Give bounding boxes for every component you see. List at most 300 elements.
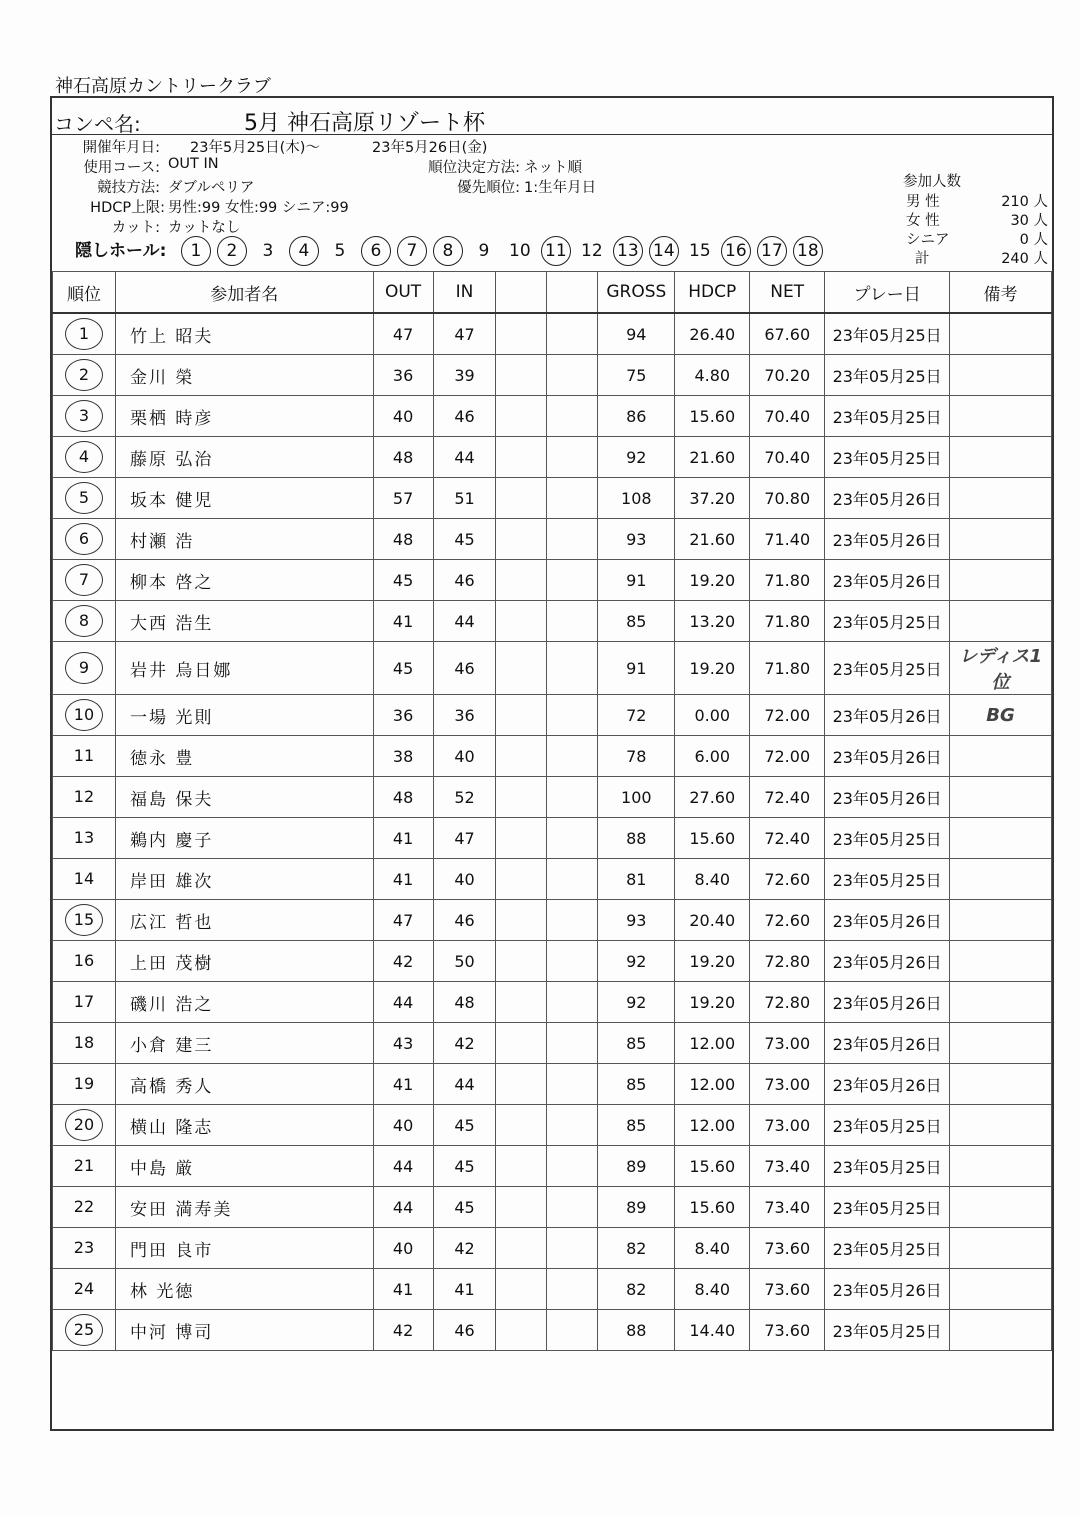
method-value: ダブルペリア	[168, 180, 255, 196]
out-cell: 41	[373, 1064, 433, 1105]
remarks-cell: レディス1位	[950, 642, 1052, 695]
table-row	[53, 1187, 1052, 1228]
in-cell: 45	[433, 1105, 496, 1146]
blank-cell	[547, 736, 598, 777]
out-cell: 43	[373, 1023, 433, 1064]
col-in: IN	[433, 272, 496, 314]
play-date-cell: 23年05月26日	[825, 1269, 950, 1310]
out-cell: 44	[373, 982, 433, 1023]
remarks-cell	[950, 560, 1052, 601]
rank-number: 10	[67, 702, 101, 728]
hole-12: 12	[581, 241, 603, 261]
in-cell: 40	[433, 859, 496, 900]
play-date-cell: 23年05月25日	[825, 1310, 950, 1351]
hdcp-cell: 19.20	[675, 560, 750, 601]
in-cell: 40	[433, 736, 496, 777]
play-date-cell: 23年05月25日	[825, 437, 950, 478]
gross-cell: 72	[598, 695, 675, 736]
competition-name: 5月 神石高原リゾート杯	[244, 111, 485, 136]
table-row	[53, 900, 1052, 941]
hdcp-label: HDCP上限:	[90, 200, 165, 216]
remarks-cell	[950, 1146, 1052, 1187]
out-cell: 41	[373, 1269, 433, 1310]
table-row	[53, 736, 1052, 777]
blank-cell	[547, 1269, 598, 1310]
hole-1: 1	[178, 241, 214, 261]
play-date-cell: 23年05月26日	[825, 1023, 950, 1064]
hdcp-cell: 19.20	[675, 642, 750, 695]
net-cell: 73.40	[750, 1187, 825, 1228]
rank-number: 3	[67, 403, 101, 429]
blank-cell	[496, 1187, 547, 1228]
in-cell: 46	[433, 642, 496, 695]
blank-cell	[547, 941, 598, 982]
gross-cell: 85	[598, 1105, 675, 1146]
out-cell: 41	[373, 859, 433, 900]
table-row	[53, 777, 1052, 818]
name-cell: 金川 榮	[115, 355, 373, 396]
in-cell: 52	[433, 777, 496, 818]
rank-number: 9	[67, 655, 101, 681]
net-cell: 71.80	[750, 560, 825, 601]
blank-cell	[496, 601, 547, 642]
out-cell: 47	[373, 313, 433, 355]
out-cell: 36	[373, 355, 433, 396]
rank-cell	[53, 519, 116, 560]
play-date-cell: 23年05月26日	[825, 695, 950, 736]
gross-cell: 88	[598, 1310, 675, 1351]
remarks-cell	[950, 519, 1052, 560]
table-row	[53, 982, 1052, 1023]
out-cell: 48	[373, 519, 433, 560]
blank-cell	[547, 1023, 598, 1064]
female-label: 女 性	[906, 213, 940, 229]
hidden-holes-label: 隠しホール:	[75, 241, 167, 261]
blank-cell	[547, 818, 598, 859]
name-cell: 高橋 秀人	[115, 1064, 373, 1105]
out-cell: 57	[373, 478, 433, 519]
gross-cell: 85	[598, 1023, 675, 1064]
name-cell: 横山 隆志	[115, 1105, 373, 1146]
hole-3: 3	[262, 241, 274, 261]
play-date-cell: 23年05月26日	[825, 478, 950, 519]
senior-count: 0 人	[1019, 232, 1048, 248]
course-value: OUT IN	[168, 156, 219, 172]
blank-cell	[496, 982, 547, 1023]
net-cell: 70.20	[750, 355, 825, 396]
hole-8: 8	[430, 241, 466, 261]
rank-cell	[53, 478, 116, 519]
table-header-row	[53, 272, 1052, 314]
blank-cell	[547, 1146, 598, 1187]
name-cell: 中島 厳	[115, 1146, 373, 1187]
priority-label: 優先順位:	[457, 180, 520, 196]
in-cell: 48	[433, 982, 496, 1023]
play-date-cell: 23年05月25日	[825, 1105, 950, 1146]
col-remarks: 備考	[950, 272, 1052, 314]
name-cell: 柳本 啓之	[115, 560, 373, 601]
out-cell: 42	[373, 1310, 433, 1351]
in-cell: 46	[433, 900, 496, 941]
blank-cell	[547, 355, 598, 396]
rank-number: 14	[73, 869, 95, 888]
col-play-date: プレー日	[825, 272, 950, 314]
hdcp-cell: 27.60	[675, 777, 750, 818]
hdcp-cell: 21.60	[675, 437, 750, 478]
rank-cell	[53, 900, 116, 941]
out-cell: 45	[373, 642, 433, 695]
table-row	[53, 642, 1052, 695]
net-cell: 71.80	[750, 642, 825, 695]
name-cell: 小倉 建三	[115, 1023, 373, 1064]
blank-cell	[496, 736, 547, 777]
remarks-cell	[950, 1023, 1052, 1064]
play-date-cell: 23年05月25日	[825, 313, 950, 355]
table-row	[53, 818, 1052, 859]
hdcp-cell: 15.60	[675, 1187, 750, 1228]
play-date-cell: 23年05月25日	[825, 355, 950, 396]
blank-cell	[496, 900, 547, 941]
remarks-cell	[950, 1228, 1052, 1269]
in-cell: 45	[433, 1146, 496, 1187]
out-cell: 36	[373, 695, 433, 736]
rank-cell	[53, 1228, 116, 1269]
gross-cell: 108	[598, 478, 675, 519]
out-cell: 47	[373, 900, 433, 941]
net-cell: 73.60	[750, 1310, 825, 1351]
name-cell: 竹上 昭夫	[115, 313, 373, 355]
name-cell: 安田 満寿美	[115, 1187, 373, 1228]
net-cell: 72.00	[750, 736, 825, 777]
hdcp-cell: 19.20	[675, 941, 750, 982]
table-row	[53, 1146, 1052, 1187]
name-cell: 坂本 健児	[115, 478, 373, 519]
blank-cell	[496, 642, 547, 695]
name-cell: 岸田 雄次	[115, 859, 373, 900]
rank-cell	[53, 560, 116, 601]
rank-cell	[53, 1269, 116, 1310]
table-row	[53, 1228, 1052, 1269]
hidden-holes-list	[178, 241, 826, 261]
blank-cell	[547, 1228, 598, 1269]
net-cell: 70.40	[750, 437, 825, 478]
competition-label: コンペ名:	[54, 112, 141, 136]
net-cell: 72.60	[750, 900, 825, 941]
gross-cell: 85	[598, 1064, 675, 1105]
play-date-cell: 23年05月26日	[825, 900, 950, 941]
gross-cell: 100	[598, 777, 675, 818]
play-date-cell: 23年05月26日	[825, 1064, 950, 1105]
hole-15: 15	[689, 241, 711, 261]
gross-cell: 91	[598, 560, 675, 601]
table-row	[53, 437, 1052, 478]
blank-cell	[547, 1064, 598, 1105]
gross-cell: 78	[598, 736, 675, 777]
blank-cell	[496, 396, 547, 437]
rank-cell	[53, 642, 116, 695]
in-cell: 45	[433, 519, 496, 560]
out-cell: 40	[373, 396, 433, 437]
table-row	[53, 1064, 1052, 1105]
hole-14: 14	[646, 241, 682, 261]
blank-cell	[547, 1105, 598, 1146]
table-row	[53, 941, 1052, 982]
play-date-cell: 23年05月25日	[825, 601, 950, 642]
blank-cell	[496, 437, 547, 478]
remarks-cell	[950, 736, 1052, 777]
rank-cell	[53, 1105, 116, 1146]
hdcp-cell: 6.00	[675, 736, 750, 777]
name-cell: 大西 浩生	[115, 601, 373, 642]
blank-cell	[496, 1064, 547, 1105]
rank-cell	[53, 982, 116, 1023]
out-cell: 44	[373, 1187, 433, 1228]
blank-cell	[496, 560, 547, 601]
in-cell: 44	[433, 1064, 496, 1105]
hole-18: 18	[790, 241, 826, 261]
out-cell: 40	[373, 1228, 433, 1269]
rank-number: 7	[67, 567, 101, 593]
name-cell: 門田 良市	[115, 1228, 373, 1269]
gross-cell: 81	[598, 859, 675, 900]
gross-cell: 85	[598, 601, 675, 642]
net-cell: 73.60	[750, 1269, 825, 1310]
table-row	[53, 355, 1052, 396]
remarks-cell	[950, 437, 1052, 478]
remarks-cell	[950, 1105, 1052, 1146]
blank-cell	[547, 313, 598, 355]
blank-cell	[496, 695, 547, 736]
out-cell: 38	[373, 736, 433, 777]
name-cell: 藤原 弘治	[115, 437, 373, 478]
name-cell: 中河 博司	[115, 1310, 373, 1351]
hdcp-cell: 0.00	[675, 695, 750, 736]
blank-cell	[496, 941, 547, 982]
remarks-cell	[950, 859, 1052, 900]
rank-number: 5	[67, 485, 101, 511]
hole-4: 4	[286, 241, 322, 261]
out-cell: 40	[373, 1105, 433, 1146]
gross-cell: 82	[598, 1269, 675, 1310]
rank-cell	[53, 1064, 116, 1105]
in-cell: 51	[433, 478, 496, 519]
hole-9: 9	[478, 241, 490, 261]
hdcp-cell: 12.00	[675, 1023, 750, 1064]
net-cell: 70.40	[750, 396, 825, 437]
col-out: OUT	[373, 272, 433, 314]
gross-cell: 92	[598, 941, 675, 982]
hole-10: 10	[509, 241, 531, 261]
rank-cell	[53, 1187, 116, 1228]
hdcp-cell: 26.40	[675, 313, 750, 355]
col-name: 参加者名	[115, 272, 373, 314]
hole-6: 6	[358, 241, 394, 261]
net-cell: 73.40	[750, 1146, 825, 1187]
blank-cell	[496, 1269, 547, 1310]
play-date-cell: 23年05月25日	[825, 1228, 950, 1269]
rank-cell	[53, 695, 116, 736]
remarks-cell	[950, 478, 1052, 519]
blank-cell	[547, 900, 598, 941]
gross-cell: 94	[598, 313, 675, 355]
rank-number: 8	[67, 608, 101, 634]
competition-row	[52, 106, 1052, 135]
blank-cell	[547, 695, 598, 736]
in-cell: 41	[433, 1269, 496, 1310]
hdcp-cell: 4.80	[675, 355, 750, 396]
hdcp-cell: 12.00	[675, 1064, 750, 1105]
play-date-cell: 23年05月26日	[825, 982, 950, 1023]
rank-cell	[53, 777, 116, 818]
net-cell: 73.00	[750, 1064, 825, 1105]
table-row	[53, 1269, 1052, 1310]
blank-cell	[496, 859, 547, 900]
net-cell: 72.00	[750, 695, 825, 736]
blank-cell	[547, 1187, 598, 1228]
rank-number: 2	[67, 362, 101, 388]
net-cell: 72.60	[750, 859, 825, 900]
table-row	[53, 396, 1052, 437]
hdcp-cell: 37.20	[675, 478, 750, 519]
blank-cell	[547, 478, 598, 519]
method-label: 競技方法:	[97, 180, 160, 196]
in-cell: 50	[433, 941, 496, 982]
hdcp-cell: 8.40	[675, 1228, 750, 1269]
results-table	[52, 271, 1052, 1351]
hole-5: 5	[334, 241, 346, 261]
rank-cell	[53, 355, 116, 396]
table-row	[53, 478, 1052, 519]
blank-cell	[547, 642, 598, 695]
hdcp-cell: 14.40	[675, 1310, 750, 1351]
rank-number: 11	[73, 746, 95, 765]
hole-7: 7	[394, 241, 430, 261]
gross-cell: 82	[598, 1228, 675, 1269]
out-cell: 42	[373, 941, 433, 982]
male-label: 男 性	[906, 194, 940, 210]
gross-cell: 91	[598, 642, 675, 695]
play-date-cell: 23年05月26日	[825, 736, 950, 777]
gross-cell: 88	[598, 818, 675, 859]
table-row	[53, 859, 1052, 900]
rank-number: 15	[67, 907, 101, 933]
net-cell: 72.80	[750, 941, 825, 982]
blank-cell	[496, 355, 547, 396]
out-cell: 45	[373, 560, 433, 601]
remarks-cell	[950, 601, 1052, 642]
out-cell: 48	[373, 437, 433, 478]
table-row	[53, 313, 1052, 355]
hidden-holes-row	[75, 236, 826, 261]
gross-cell: 92	[598, 437, 675, 478]
rank-number: 1	[67, 321, 101, 347]
name-cell: 広江 哲也	[115, 900, 373, 941]
rank-cell	[53, 1146, 116, 1187]
col-rank: 順位	[53, 272, 116, 314]
rank-cell	[53, 736, 116, 777]
in-cell: 42	[433, 1023, 496, 1064]
rank-number: 23	[73, 1238, 95, 1257]
net-cell: 71.80	[750, 601, 825, 642]
hdcp-cell: 13.20	[675, 601, 750, 642]
name-cell: 岩井 烏日娜	[115, 642, 373, 695]
rank-cell	[53, 601, 116, 642]
remarks-cell	[950, 900, 1052, 941]
cut-value: カットなし	[168, 220, 241, 236]
play-date-cell: 23年05月26日	[825, 941, 950, 982]
rank-number: 12	[73, 787, 95, 806]
total-label: 計	[915, 251, 930, 267]
out-cell: 48	[373, 777, 433, 818]
name-cell: 一場 光則	[115, 695, 373, 736]
blank-cell	[496, 519, 547, 560]
senior-label: シニア	[906, 232, 950, 248]
name-cell: 磯川 浩之	[115, 982, 373, 1023]
remarks-cell	[950, 1269, 1052, 1310]
rank-number: 19	[73, 1074, 95, 1093]
hdcp-cell: 21.60	[675, 519, 750, 560]
rank-number: 17	[73, 992, 95, 1011]
col-hdcp: HDCP	[675, 272, 750, 314]
table-row	[53, 601, 1052, 642]
rank-number: 13	[73, 828, 95, 847]
blank-cell	[496, 777, 547, 818]
out-cell: 44	[373, 1146, 433, 1187]
blank-cell	[547, 982, 598, 1023]
in-cell: 42	[433, 1228, 496, 1269]
blank-cell	[496, 313, 547, 355]
out-cell: 41	[373, 601, 433, 642]
col-blank-2	[547, 272, 598, 314]
ranking-value: ネット順	[524, 160, 582, 176]
rank-number: 6	[67, 526, 101, 552]
name-cell: 徳永 豊	[115, 736, 373, 777]
out-cell: 41	[373, 818, 433, 859]
in-cell: 47	[433, 313, 496, 355]
net-cell: 72.40	[750, 818, 825, 859]
gross-cell: 89	[598, 1187, 675, 1228]
rank-cell	[53, 313, 116, 355]
table-row	[53, 560, 1052, 601]
in-cell: 45	[433, 1187, 496, 1228]
remarks-cell	[950, 313, 1052, 355]
blank-cell	[496, 1146, 547, 1187]
in-cell: 44	[433, 437, 496, 478]
total-count: 240 人	[1001, 251, 1048, 267]
play-date-cell: 23年05月26日	[825, 519, 950, 560]
gross-cell: 86	[598, 396, 675, 437]
male-count: 210 人	[1001, 194, 1048, 210]
play-date-cell: 23年05月26日	[825, 560, 950, 601]
blank-cell	[547, 859, 598, 900]
remarks-cell	[950, 941, 1052, 982]
gross-cell: 89	[598, 1146, 675, 1187]
table-row	[53, 1023, 1052, 1064]
blank-cell	[547, 601, 598, 642]
participants-title: 参加人数	[903, 174, 961, 190]
date-label: 開催年月日:	[82, 140, 160, 156]
hdcp-cell: 8.40	[675, 1269, 750, 1310]
rank-number: 16	[73, 951, 95, 970]
rank-number: 20	[67, 1112, 101, 1138]
name-cell: 栗栖 時彦	[115, 396, 373, 437]
rank-cell	[53, 941, 116, 982]
hole-17: 17	[754, 241, 790, 261]
hdcp-value: 男性:99 女性:99 シニア:99	[168, 200, 349, 216]
remarks-cell	[950, 777, 1052, 818]
net-cell: 67.60	[750, 313, 825, 355]
hole-16: 16	[718, 241, 754, 261]
